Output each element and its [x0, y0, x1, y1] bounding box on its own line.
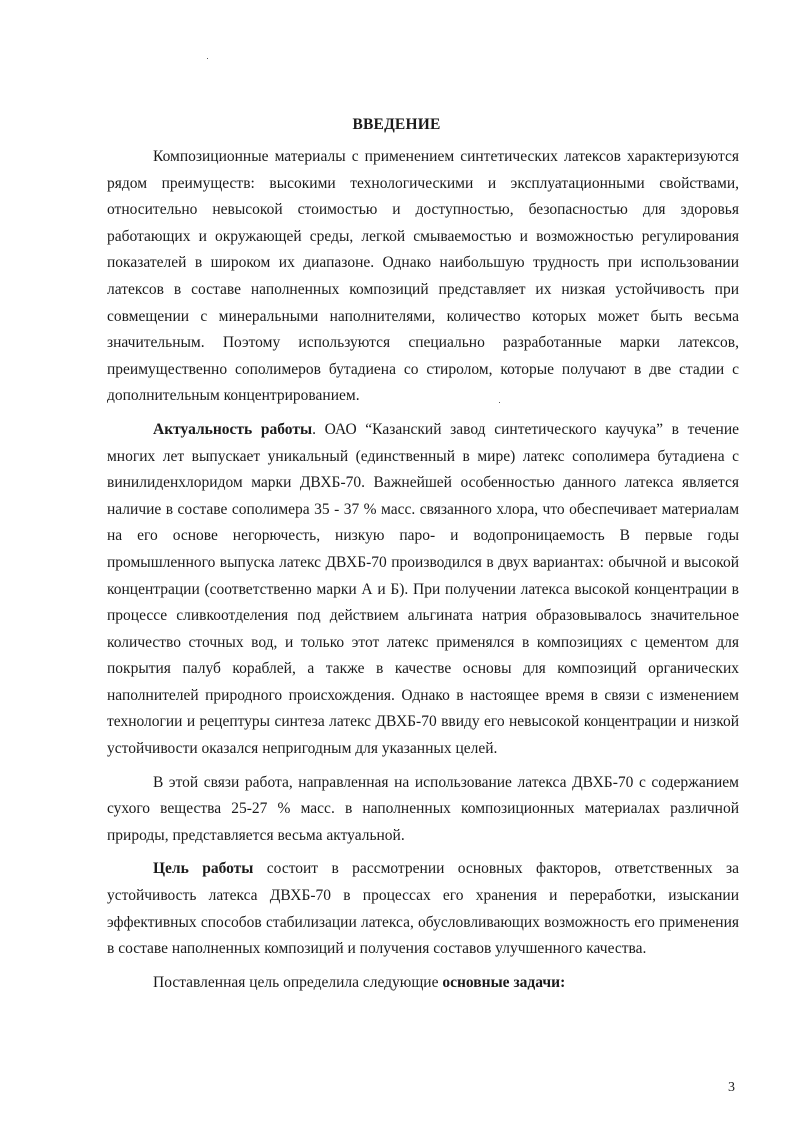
tasks-label: основные задачи — [442, 973, 561, 991]
goal-paragraph — [107, 856, 739, 962]
connection-paragraph: В этой связи работа, направленная на использование латекса ДВХБ-70 с содержанием сухого вещества 25-27 % масс. в наполненных композиционных материалах различной природы, представляется весьма актуальной. — [107, 773, 739, 844]
relevance-label: Актуальность работы — [153, 420, 313, 438]
relevance-text: . ОАО “Казанский завод синтетического каучука” в течение многих лет выпускает уникальный (единственный в мире) латекс сополимера бутадиена с винилиденхлоридом марки ДВХБ-70. Важнейшей особенностью данного латекса является наличие в составе сополимера 35 - 37 % масс. связанного хлора, что обеспечивает материалам на его основе негорючесть, низкую паро- и водопроницаемость В первые годы промышленного выпуска латекс ДВХБ-70 производился в двух вариантах: обычной и высокой концентрации (соответственно марки А и Б). При получении латекса высокой концентрации в процессе сливкоотделения под действием альгината натрия образовывалось значительное количество сточных вод, и только этот латекс применялся в композициях с цементом для покрытия палуб кораблей, а также в качестве основы для композиций органических наполнителей природного происхождения. Однако в настоящее время в связи с изменением технологии и рецептуры синтеза латекс ДВХБ-70 ввиду его невысокой концентрации и низкой устойчивости оказался непригодным для указанных целей. — [107, 420, 740, 758]
scan-speck — [207, 58, 208, 59]
tasks-lead: Поставленная цель определила следующие — [153, 973, 443, 991]
page-number: 3 — [728, 1080, 735, 1095]
goal-label: Цель работы — [153, 860, 254, 878]
relevance-paragraph — [107, 417, 739, 763]
document-body — [107, 144, 739, 996]
tasks-paragraph — [107, 970, 739, 997]
goal-text: состоит в рассмотрении основных факторов, ответственных за устойчивость латекса ДВХБ-70 в процессах его хранения и переработки, изыскании эффективных способов стабилизации латекса, обусловливающих возможность его применения в составе наполненных композиций и получения составов улучшенного качества. — [107, 860, 739, 958]
tasks-colon: : — [560, 973, 566, 991]
intro-paragraph: Композиционные материалы с применением синтетических латексов характеризуются рядом преимуществ: высокими технологическими и эксплуатационными свойствами, относительно невысокой стоимостью и доступностью, безопасностью для здоровья работающих и окружающей среды, легкой смываемостью и возможностью регулирования показателей в широком их диапазоне. Однако наибольшую трудность при использовании латексов в составе наполненных композиций представляет их низкая устойчивость при совмещении с минеральными наполнителями, количество которых может быть весьма значительным. Поэтому используются специально разработанные марки латексов, преимущественно сополимеров бутадиена со стиролом, которые получают в две стадии с дополнительным концентрированием. — [107, 148, 739, 405]
page-title: ВВЕДЕНИЕ — [352, 116, 441, 133]
